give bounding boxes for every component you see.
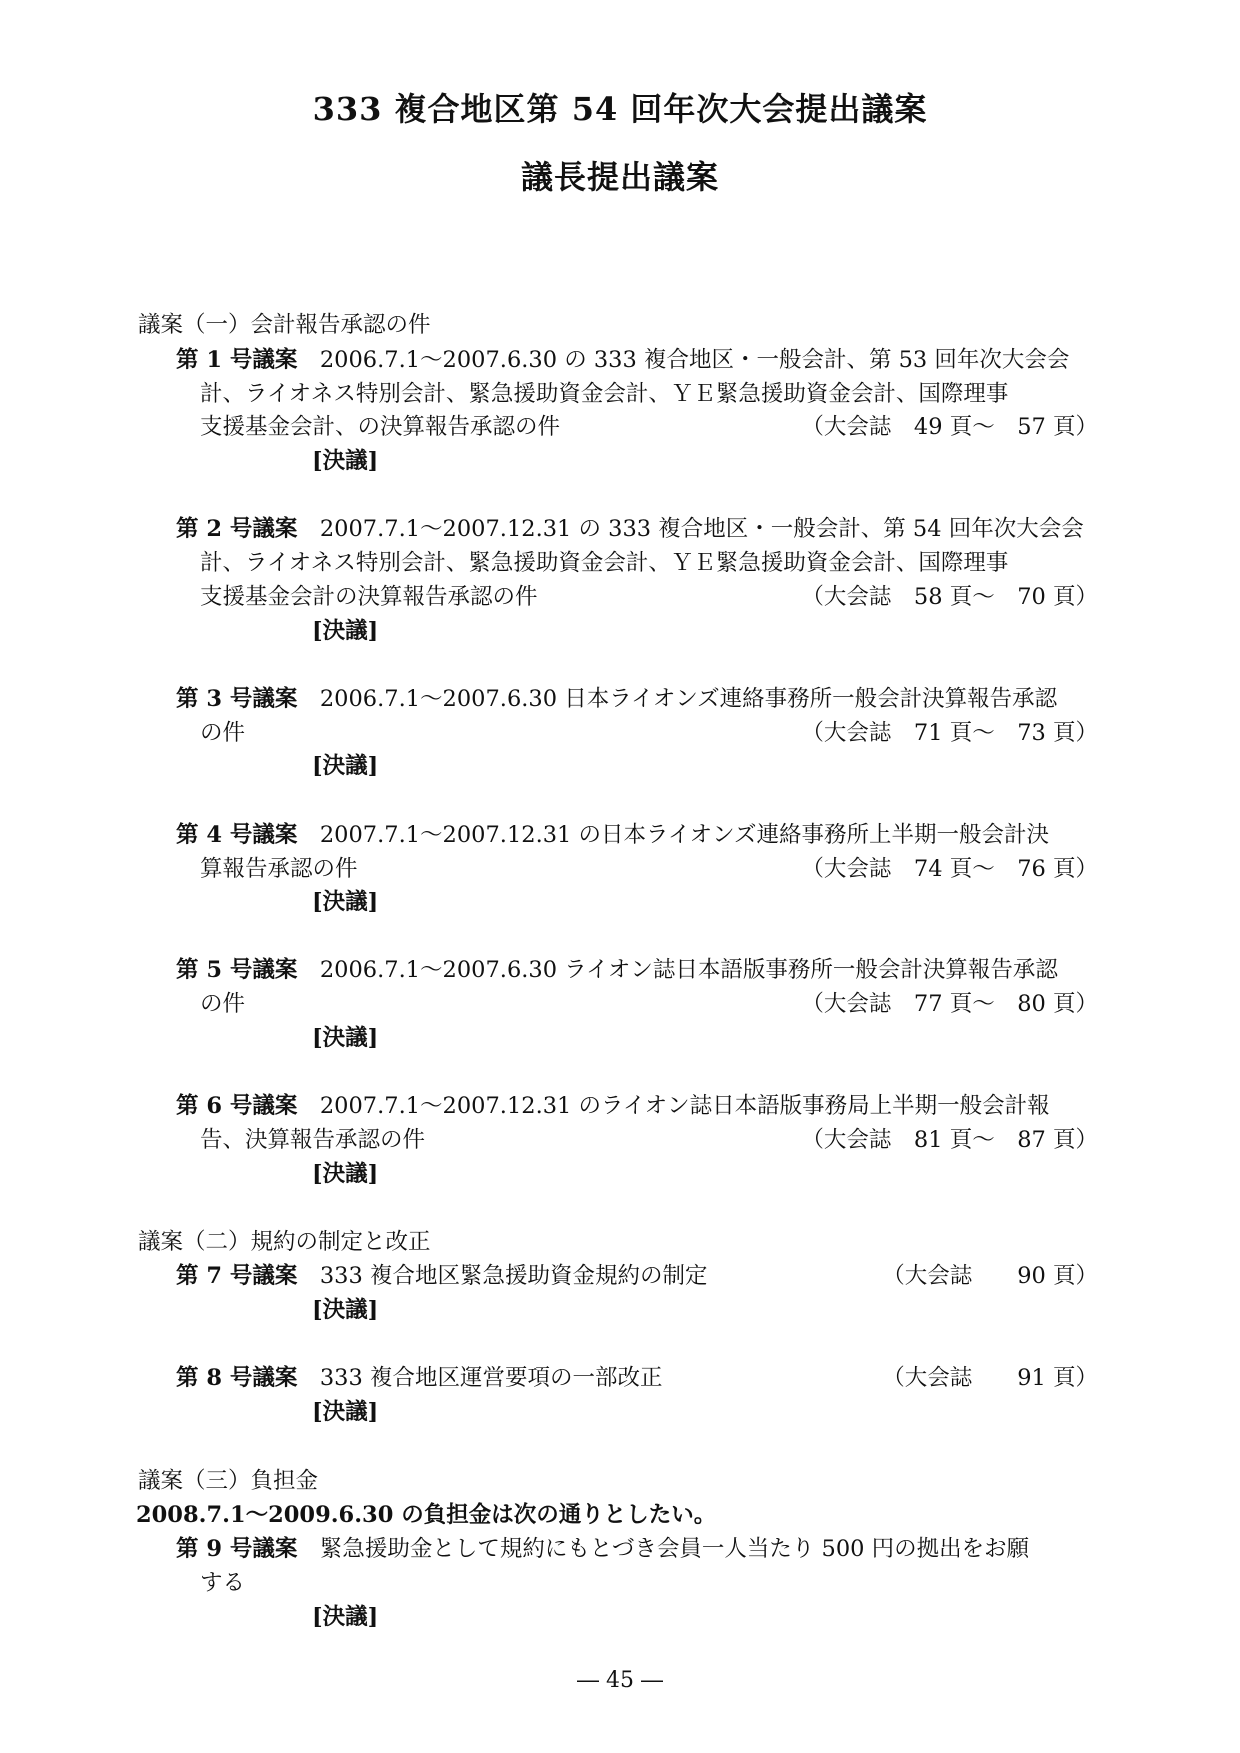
proposal-4 (176, 820, 1049, 850)
resolution-label: [決議] (312, 753, 379, 779)
page-number: ― 45 ― (577, 1668, 663, 1693)
proposal-text: 333 複合地区運営要項の一部改正 (319, 1365, 663, 1391)
proposal-text-continued: 支援基金会計の決算報告承認の件 (200, 584, 538, 610)
proposal-text-continued: 支援基金会計、の決算報告承認の件 (200, 414, 561, 440)
proposal-text-continued: の件 (200, 720, 246, 746)
proposal-text: 緊急援助金として規約にもとづき会員一人当たり 500 円の拠出をお願 (319, 1536, 1030, 1562)
proposal-9 (176, 1534, 1029, 1564)
proposal-text: 2007.7.1～2007.12.31 の日本ライオンズ連絡事務所上半期一般会計決 (319, 822, 1049, 848)
proposal-text-continued: の件 (200, 991, 246, 1017)
page-reference: （大会誌 90 頁） (882, 1263, 1098, 1289)
page-reference: （大会誌 49 頁～ 57 頁） (801, 414, 1098, 440)
proposal-3 (176, 684, 1057, 714)
proposal-text-continued: する (200, 1570, 246, 1596)
proposal-number: 第 7 号議案 (176, 1263, 298, 1289)
proposal-number: 第 5 号議案 (176, 957, 298, 983)
proposal-5 (176, 955, 1058, 985)
proposal-text: 2006.7.1～2007.6.30 ライオン誌日本語版事務所一般会計決算報告承認 (319, 957, 1058, 983)
section-intro: 2008.7.1～2009.6.30 の負担金は次の通りとしたい。 (136, 1502, 717, 1528)
proposal-number: 第 4 号議案 (176, 822, 298, 848)
resolution-label: [決議] (312, 448, 379, 474)
proposal-number: 第 8 号議案 (176, 1365, 298, 1391)
proposal-1 (176, 345, 1069, 375)
resolution-label: [決議] (312, 1025, 379, 1051)
proposal-text: 2006.7.1～2007.6.30 日本ライオンズ連絡事務所一般会計決算報告承認 (319, 686, 1058, 712)
proposal-number: 第 2 号議案 (176, 516, 298, 542)
proposal-6 (176, 1091, 1050, 1121)
resolution-label: [決議] (312, 618, 379, 644)
proposal-text-continued: 計、ライオネス特別会計、緊急援助資金会計、ＹＥ緊急援助資金会計、国際理事 (200, 381, 1009, 407)
proposal-text: 2007.7.1～2007.12.31 の 333 複合地区・一般会計、第 54 回年次大会会 (319, 516, 1084, 542)
proposal-text-continued: 計、ライオネス特別会計、緊急援助資金会計、ＹＥ緊急援助資金会計、国際理事 (200, 550, 1009, 576)
page-reference: （大会誌 81 頁～ 87 頁） (801, 1127, 1098, 1153)
proposal-text: 2007.7.1～2007.12.31 のライオン誌日本語版事務局上半期一般会計報 (319, 1093, 1050, 1119)
proposal-text-continued: 算報告承認の件 (200, 856, 358, 882)
section-heading-3: 議案（三）負担金 (138, 1468, 319, 1494)
proposal-number: 第 6 号議案 (176, 1093, 298, 1119)
proposal-8 (176, 1363, 662, 1393)
resolution-label: [決議] (312, 1399, 379, 1425)
proposal-number: 第 1 号議案 (176, 347, 298, 373)
resolution-label: [決議] (312, 1604, 379, 1630)
page-reference: （大会誌 71 頁～ 73 頁） (801, 720, 1098, 746)
resolution-label: [決議] (312, 1161, 379, 1187)
resolution-label: [決議] (312, 889, 379, 915)
proposal-text: 333 複合地区緊急援助資金規約の制定 (319, 1263, 708, 1289)
proposal-text: 2006.7.1～2007.6.30 の 333 複合地区・一般会計、第 53 回年次大会会 (319, 347, 1070, 373)
document-subtitle: 議長提出議案 (520, 158, 719, 196)
page-reference: （大会誌 91 頁） (882, 1365, 1098, 1391)
proposal-number: 第 9 号議案 (176, 1536, 298, 1562)
proposal-text-continued: 告、決算報告承認の件 (200, 1127, 426, 1153)
page-reference: （大会誌 77 頁～ 80 頁） (801, 991, 1098, 1017)
document-title: 333 複合地区第 54 回年次大会提出議案 (312, 90, 928, 128)
page-reference: （大会誌 74 頁～ 76 頁） (801, 856, 1098, 882)
section-heading-2: 議案（二）規約の制定と改正 (138, 1229, 431, 1255)
proposal-number: 第 3 号議案 (176, 686, 298, 712)
section-heading-1: 議案（一）会計報告承認の件 (138, 312, 431, 338)
proposal-2 (176, 514, 1084, 544)
proposal-7 (176, 1261, 707, 1291)
resolution-label: [決議] (312, 1297, 379, 1323)
page-reference: （大会誌 58 頁～ 70 頁） (801, 584, 1098, 610)
